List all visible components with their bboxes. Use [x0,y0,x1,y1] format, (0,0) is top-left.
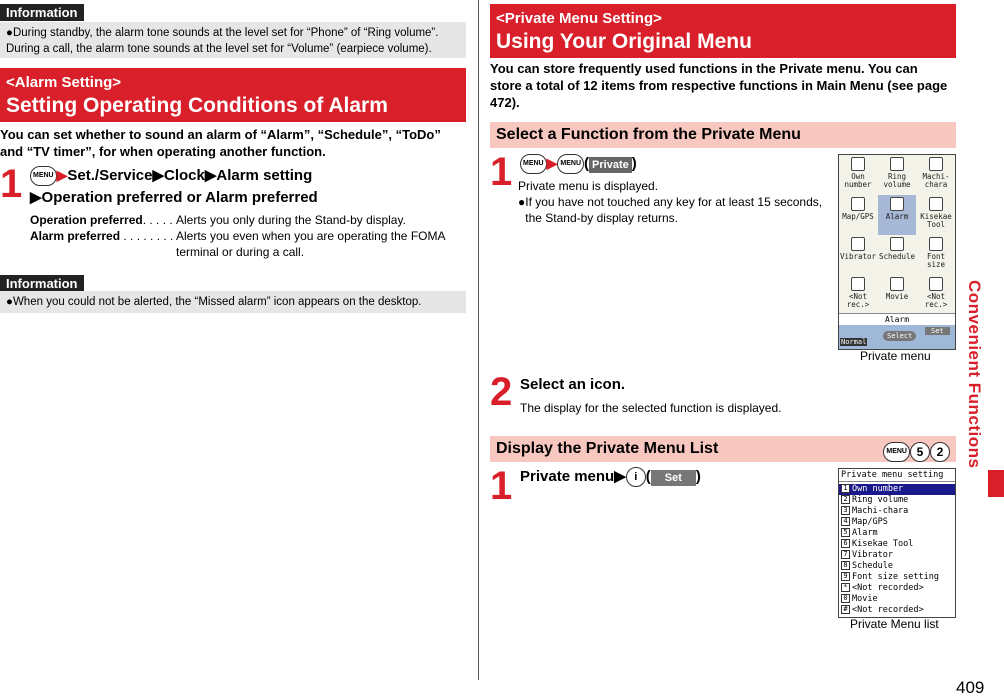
key-5-icon: 5 [910,442,930,462]
menu-item-label: Own number [844,172,872,189]
step-desc [518,178,823,226]
item-label: <Not recorded> [852,583,924,593]
menu-grid-item[interactable] [839,195,877,235]
private-menu-screen [838,154,956,350]
menu-item-label: Kisekae Tool [920,212,952,229]
item-label: Kisekae Tool [852,539,914,549]
screen-softkeys [839,325,955,349]
step-number: 1 [0,162,23,206]
list-item[interactable] [839,594,955,605]
menu-item-icon [929,277,943,291]
menu-grid-item[interactable] [878,275,916,315]
column-divider [478,0,479,680]
item-label: Vibrator [852,550,893,560]
intro-text: You can set whether to sound an alarm of “Alarm”, “Schedule”, “ToDo” and “TV timer”, for when operating another function. [0,127,441,159]
bullet-icon: ● [6,296,13,308]
option-desc: Alerts you only during the Stand-by display. [176,213,406,227]
section-header-alarm [0,68,466,122]
menu-grid-item[interactable] [839,235,877,275]
menu-item-label: Ring volume [883,172,911,189]
step-title: Select an icon. [520,376,626,393]
item-label: Movie [852,594,878,604]
item-label: Schedule [852,561,893,571]
i-key-icon: i [626,467,646,487]
menu-key-icon: MENU [883,442,910,462]
info-body [0,291,466,313]
screen-caption: Private Menu list [850,617,939,631]
step-number: 1 [490,150,513,194]
item-label: Map/GPS [852,517,888,527]
menu-grid-item[interactable] [878,155,916,195]
menu-grid-item[interactable] [878,195,916,235]
section-header-private [490,4,956,58]
list-item[interactable] [839,550,955,561]
item-number-icon: 8 [841,561,850,570]
menu-grid-item[interactable] [839,275,877,315]
intro-text: You can store frequently used functions in the Private menu. You can store a total of 12 items from respective functions in Main Menu (see page 472). [490,61,948,110]
step-number: 2 [490,370,513,414]
item-number-icon: * [841,583,850,592]
section-subtitle: <Alarm Setting> [6,74,122,91]
menu-key-icon: MENU [30,166,57,186]
section-title: Using Your Original Menu [496,30,752,53]
info-text [0,22,466,61]
set-button[interactable]: Set [925,327,950,335]
menu-item-label: Vibrator [839,252,877,261]
step-line-1: Set./Service▶Clock▶Alarm setting [67,167,313,184]
step-line-2: ▶Operation preferred or Alarm preferred [30,189,318,206]
menu-item-icon [890,197,904,211]
option-term: Alarm preferred . . . . . . . . [30,229,174,243]
option-row [30,212,466,228]
list-item[interactable] [839,528,955,539]
info-text-2: When you could not be alerted, the “Missed alarm” icon appears on the desktop. [12,296,422,308]
menu-item-icon [929,157,943,171]
menu-item-label: Map/GPS [842,212,874,221]
info-text-1: During standby, the alarm tone sounds at the level set for “Phone” of “Ring volume”. During a call, the alarm tone sounds at the level set for “Volume” (earpiece volume). [6,27,439,55]
select-button[interactable]: Select [883,331,916,341]
step-number: 1 [490,464,513,508]
side-tab [988,470,1004,497]
menu-item-label: <Not rec.> [846,292,870,309]
item-label: Ring volume [852,495,909,505]
side-label: Convenient Functions [965,280,984,469]
list-item[interactable] [839,561,955,572]
info-text [0,291,466,314]
menu-item-label: Movie [885,292,909,301]
step-instruction [30,164,466,209]
menu-list [839,482,955,616]
item-number-icon: 9 [841,572,850,581]
list-item[interactable] [839,484,955,495]
shortcut-keys [883,439,950,465]
arrow-icon: ▶ [56,167,68,183]
info-tag: Information [0,4,84,21]
menu-key-icon: MENU [557,154,584,174]
subheader-display-list [490,436,956,462]
menu-item-icon [929,197,943,211]
icon-grid [839,155,955,315]
screen-caption: Private menu [860,349,931,363]
item-number-icon: 6 [841,539,850,548]
softkey-private: Private [589,157,632,173]
step-desc: The display for the selected function is displayed. [520,401,782,415]
menu-item-icon [890,277,904,291]
screen-title-bar: Alarm [839,313,955,325]
list-item[interactable] [839,517,955,528]
step-instruction: Private menu▶ i ( Set ) [520,466,701,488]
menu-item-label: Machi-chara [922,172,950,189]
menu-grid-item[interactable] [917,275,955,315]
menu-item-label: <Not rec.> [924,292,948,309]
item-number-icon: 5 [841,528,850,537]
list-item[interactable] [839,495,955,506]
bullet-text: If you have not touched any key for at least 15 seconds, the Stand-by display returns. [525,195,823,225]
step-text: Private menu▶ [520,468,626,485]
menu-grid-item[interactable] [917,195,955,235]
arrow-icon: ▶ [546,155,558,171]
item-number-icon: 7 [841,550,850,559]
page-number: 409 [956,678,985,697]
bullet-row [518,194,823,226]
menu-key-icon: MENU [520,154,547,174]
info-box-1 [0,4,466,58]
info-body [0,22,466,58]
subheader-select-function: Select a Function from the Private Menu [490,122,956,148]
option-desc: Alerts you even when you are operating the FOMA terminal or during a call. [176,229,445,259]
menu-grid-item[interactable] [917,155,955,195]
section-subtitle: <Private Menu Setting> [496,10,662,27]
step-desc-line: Private menu is displayed. [518,179,659,193]
menu-grid-item[interactable] [878,235,916,275]
menu-item-icon [890,237,904,251]
menu-item-icon [890,157,904,171]
item-number-icon: 2 [841,495,850,504]
list-item[interactable] [839,506,955,517]
option-list [30,212,466,260]
option-row [30,228,466,260]
item-label: <Not recorded> [852,605,924,615]
menu-grid-item[interactable] [917,235,955,275]
item-number-icon: 0 [841,594,850,603]
info-tag: Information [0,275,84,292]
list-item[interactable] [839,583,955,594]
subheader-text: Display the Private Menu List [496,440,719,457]
item-number-icon: 3 [841,506,850,515]
list-title: Private menu setting [839,469,955,482]
menu-item-icon [851,197,865,211]
item-number-icon: 1 [841,484,850,493]
menu-item-icon [851,237,865,251]
softkey-set: Set [651,470,696,486]
menu-item-label: Schedule [878,252,916,261]
menu-item-label: Alarm [885,212,909,221]
list-item[interactable] [839,605,955,616]
item-label: Font size setting [852,572,939,582]
item-number-icon: # [841,605,850,614]
menu-item-icon [851,277,865,291]
list-item[interactable] [839,539,955,550]
menu-grid-item[interactable] [839,155,877,195]
menu-item-label: Font size [926,252,946,269]
normal-label: Normal [841,338,867,346]
option-term: Operation preferred. . . . . [30,213,173,227]
step-instruction: MENU ▶ MENU ( Private ) [520,152,820,175]
key-2-icon: 2 [930,442,950,462]
bullet-icon: ● [6,27,13,39]
item-label: Alarm [852,528,878,538]
item-label: Own number [852,484,904,494]
list-item[interactable] [839,572,955,583]
item-number-icon: 4 [841,517,850,526]
item-label: Machi-chara [852,506,909,516]
menu-item-icon [929,237,943,251]
bullet-icon: ● [518,195,526,209]
private-menu-list-screen [838,468,956,618]
menu-item-icon [851,157,865,171]
section-title: Setting Operating Conditions of Alarm [6,94,388,117]
info-box-2 [0,275,466,313]
